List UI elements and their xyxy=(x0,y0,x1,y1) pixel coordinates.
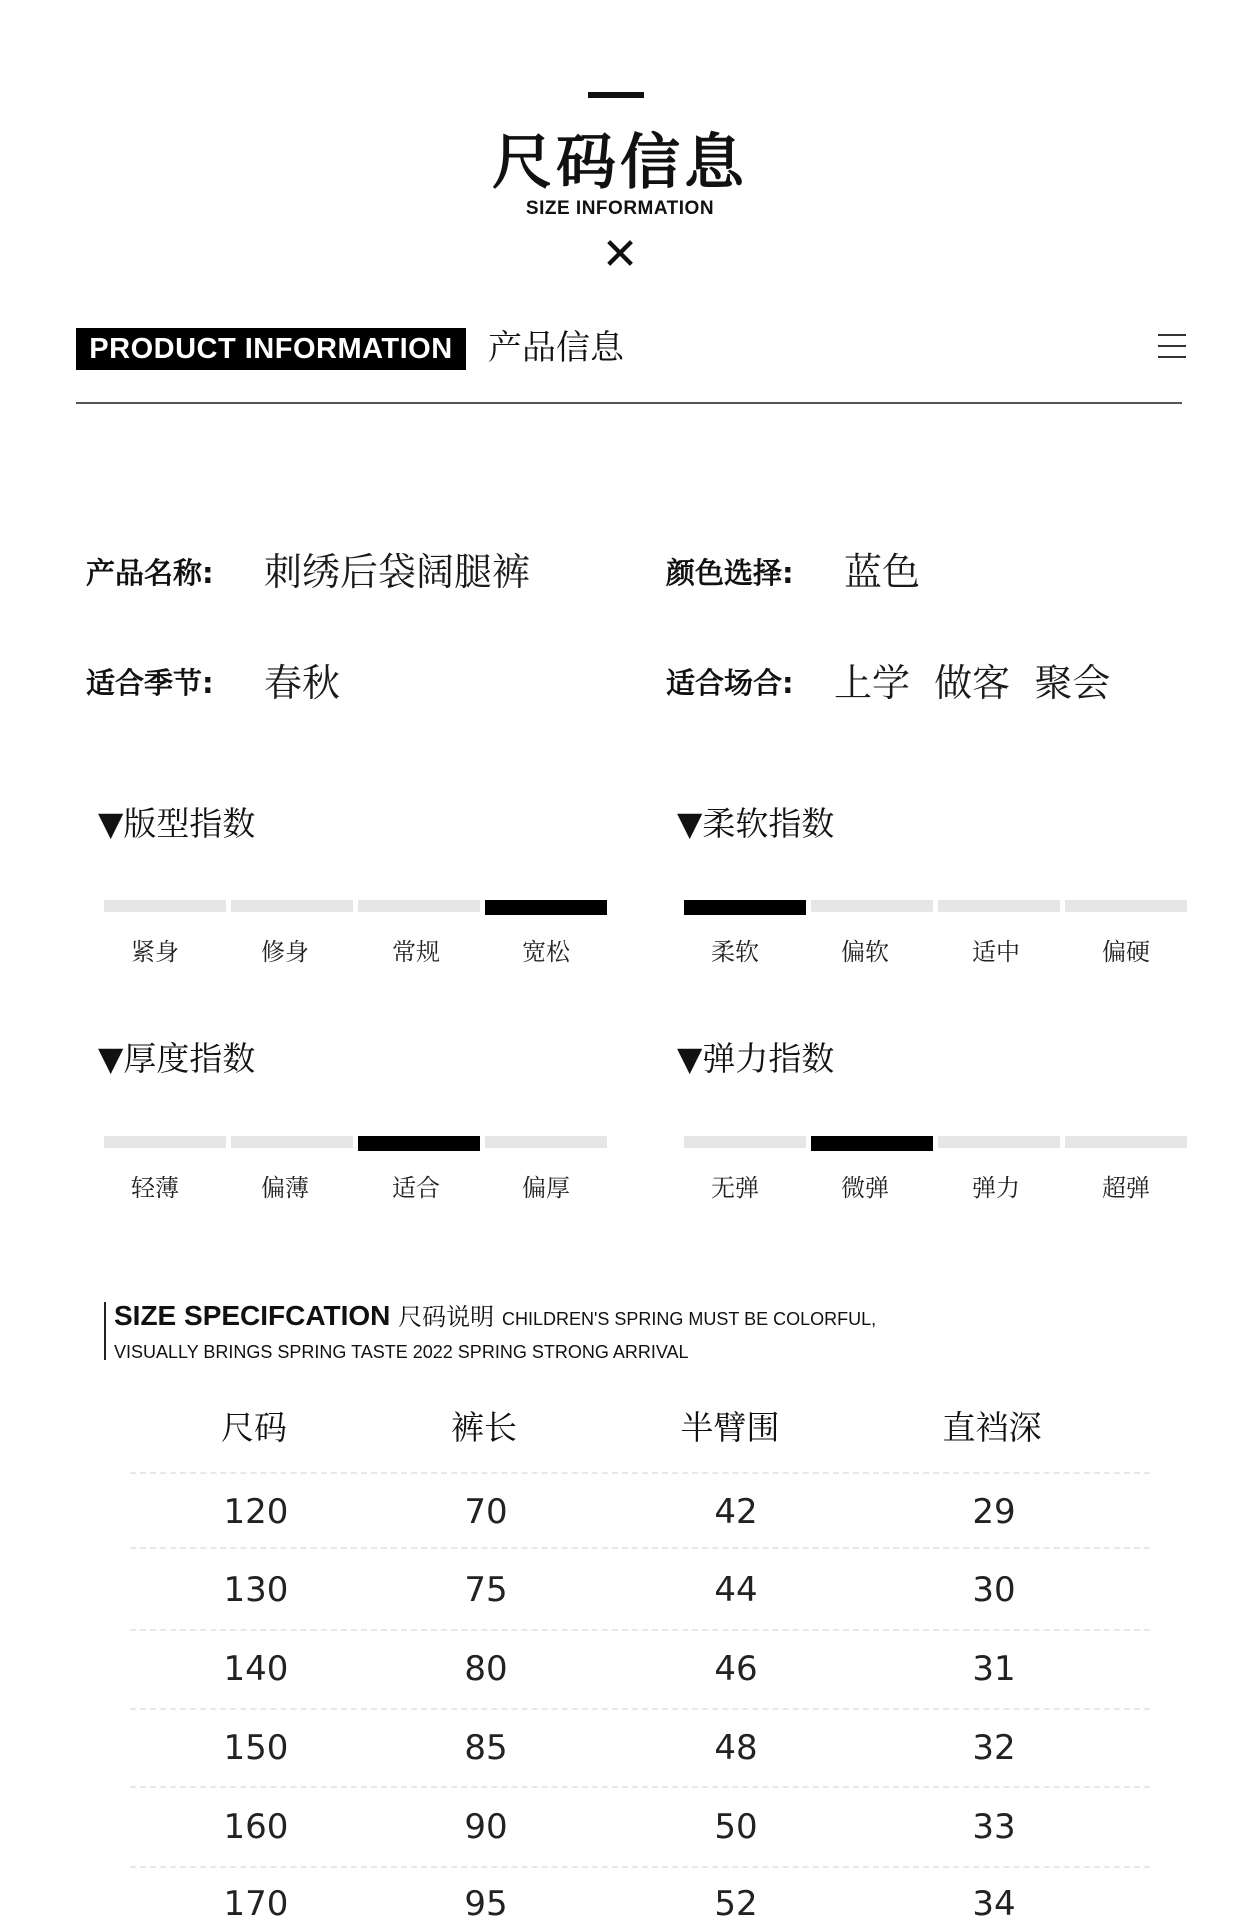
color-label: 颜色选择: xyxy=(666,556,794,590)
color-value: 蓝色 xyxy=(844,550,921,594)
row-divider xyxy=(130,1472,1150,1474)
cell-size: 150 xyxy=(223,1728,289,1768)
fit-label-0: 紧身 xyxy=(131,938,179,966)
spec-title xyxy=(114,1298,876,1337)
cell-length: 90 xyxy=(464,1807,508,1847)
row-divider xyxy=(130,1629,1150,1631)
cell-rise: 31 xyxy=(972,1649,1016,1689)
season-label: 适合季节: xyxy=(86,666,214,700)
product-info-badge: PRODUCT INFORMATION xyxy=(76,328,466,370)
fit-seg-0 xyxy=(104,900,226,912)
row-divider xyxy=(130,1547,1150,1549)
fit-seg-3 xyxy=(485,900,607,915)
page-subtitle: SIZE INFORMATION xyxy=(525,198,715,219)
elasticity-label-3: 超弹 xyxy=(1102,1174,1150,1202)
elasticity-index-title: ▼弹力指数 xyxy=(677,1039,835,1078)
cell-arm: 52 xyxy=(714,1884,758,1920)
table-row xyxy=(0,1647,1240,1691)
cell-rise: 32 xyxy=(972,1728,1016,1768)
close-icon: ✕ xyxy=(601,229,639,280)
table-row xyxy=(0,1490,1240,1534)
thickness-seg-2 xyxy=(358,1136,480,1151)
cell-size: 170 xyxy=(223,1884,289,1920)
softness-seg-1 xyxy=(811,900,933,912)
softness-label-1: 偏软 xyxy=(841,938,889,966)
cell-rise: 33 xyxy=(972,1807,1016,1847)
elasticity-seg-3 xyxy=(1065,1136,1187,1148)
table-row xyxy=(0,1805,1240,1849)
elasticity-seg-1 xyxy=(811,1136,933,1151)
softness-seg-0 xyxy=(684,900,806,915)
elasticity-label-2: 弹力 xyxy=(972,1174,1020,1202)
softness-label-0: 柔软 xyxy=(711,938,759,966)
cell-arm: 46 xyxy=(714,1649,758,1689)
name-value: 刺绣后袋阔腿裤 xyxy=(264,550,531,594)
thickness-label-2: 适合 xyxy=(392,1174,440,1202)
cell-length: 75 xyxy=(464,1570,508,1610)
fit-label-3: 宽松 xyxy=(522,938,570,966)
cell-length: 70 xyxy=(464,1492,508,1532)
fit-seg-1 xyxy=(231,900,353,912)
cell-arm: 50 xyxy=(714,1807,758,1847)
fit-seg-2 xyxy=(358,900,480,912)
section-divider xyxy=(76,402,1182,404)
col-header-size: 尺码 xyxy=(221,1408,287,1447)
fit-label-2: 常规 xyxy=(392,938,440,966)
softness-seg-2 xyxy=(938,900,1060,912)
row-divider xyxy=(130,1786,1150,1788)
spec-tagline-2: VISUALLY BRINGS SPRING TASTE 2022 SPRING STRONG ARRIVAL xyxy=(114,1342,689,1362)
cell-arm: 42 xyxy=(714,1492,758,1532)
spec-accent-bar xyxy=(104,1302,106,1360)
thickness-seg-1 xyxy=(231,1136,353,1148)
top-dash xyxy=(588,92,644,98)
thickness-seg-0 xyxy=(104,1136,226,1148)
cell-length: 95 xyxy=(464,1884,508,1920)
cell-length: 85 xyxy=(464,1728,508,1768)
elasticity-seg-2 xyxy=(938,1136,1060,1148)
fit-index-title: ▼版型指数 xyxy=(98,804,256,843)
softness-label-2: 适中 xyxy=(972,938,1020,966)
spec-title-cn: 尺码说明 xyxy=(398,1303,495,1331)
softness-label-3: 偏硬 xyxy=(1102,938,1150,966)
cell-rise: 34 xyxy=(972,1884,1016,1920)
table-row xyxy=(0,1882,1240,1920)
occasion-label: 适合场合: xyxy=(666,666,794,700)
thickness-seg-3 xyxy=(485,1136,607,1148)
cell-arm: 48 xyxy=(714,1728,758,1768)
cell-length: 80 xyxy=(464,1649,508,1689)
name-label: 产品名称: xyxy=(86,556,214,590)
cell-arm: 44 xyxy=(714,1570,758,1610)
table-row xyxy=(0,1726,1240,1770)
cell-size: 140 xyxy=(223,1649,289,1689)
cell-rise: 29 xyxy=(972,1492,1016,1532)
product-info-title: 产品信息 xyxy=(488,328,624,368)
cell-size: 120 xyxy=(223,1492,289,1532)
cell-size: 130 xyxy=(223,1570,289,1610)
cell-rise: 30 xyxy=(972,1570,1016,1610)
thickness-label-3: 偏厚 xyxy=(522,1174,570,1202)
col-header-rise: 直裆深 xyxy=(942,1408,1042,1447)
menu-icon[interactable] xyxy=(1158,334,1186,360)
elasticity-seg-0 xyxy=(684,1136,806,1148)
fit-label-1: 修身 xyxy=(261,938,309,966)
occasion-value: 上学 做客 聚会 xyxy=(834,661,1111,705)
elasticity-label-1: 微弹 xyxy=(841,1174,889,1202)
row-divider xyxy=(130,1708,1150,1710)
spec-tagline-1: CHILDREN'S SPRING MUST BE COLORFUL, xyxy=(501,1309,877,1329)
thickness-label-1: 偏薄 xyxy=(261,1174,309,1202)
spec-title-en: SIZE SPECIFCATION xyxy=(114,1300,391,1331)
season-value: 春秋 xyxy=(264,661,341,705)
thickness-index-title: ▼厚度指数 xyxy=(98,1039,256,1078)
softness-index-title: ▼柔软指数 xyxy=(677,804,835,843)
elasticity-label-0: 无弹 xyxy=(711,1174,759,1202)
col-header-arm: 半臂围 xyxy=(680,1408,780,1447)
col-header-length: 裤长 xyxy=(451,1408,517,1447)
cell-size: 160 xyxy=(223,1807,289,1847)
table-row xyxy=(0,1568,1240,1612)
row-divider xyxy=(130,1866,1150,1868)
softness-seg-3 xyxy=(1065,900,1187,912)
thickness-label-0: 轻薄 xyxy=(131,1174,179,1202)
page-title: 尺码信息 xyxy=(492,128,748,198)
